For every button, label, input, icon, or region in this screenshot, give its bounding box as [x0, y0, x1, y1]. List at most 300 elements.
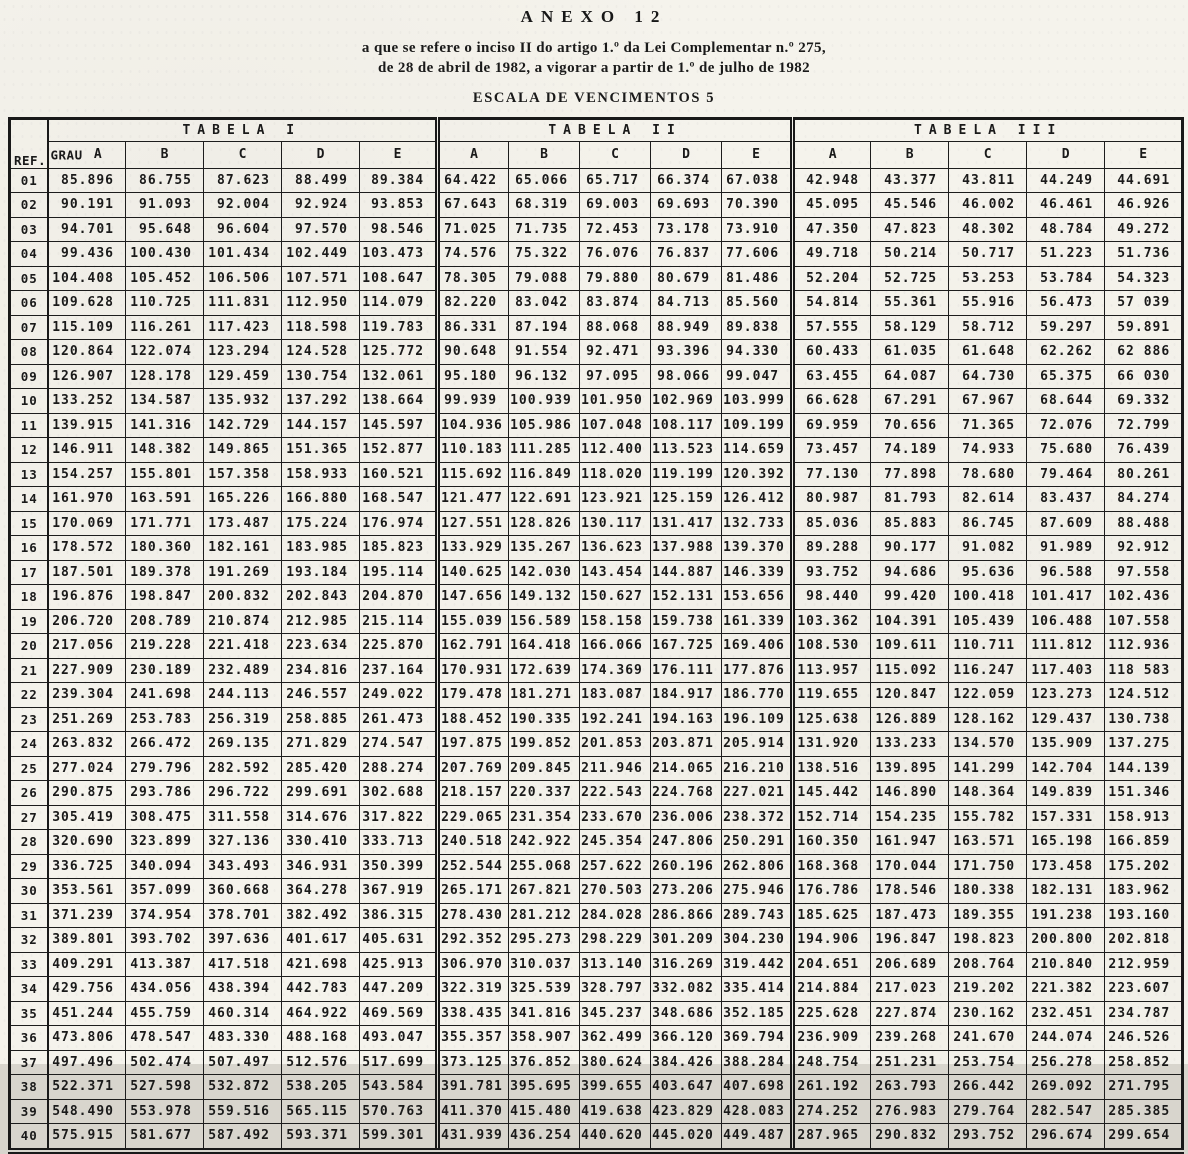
col-header-tabela-iii-E: E: [1105, 141, 1183, 168]
value-cell: 173.487: [204, 511, 282, 536]
value-cell: 73.457: [793, 438, 871, 463]
value-cell: 193.184: [282, 560, 360, 585]
table-row: [10, 585, 1183, 610]
ref-cell: 35: [10, 1001, 48, 1026]
value-cell: 232.489: [204, 658, 282, 683]
value-cell: 77.130: [793, 462, 871, 487]
value-cell: 186.770: [722, 683, 793, 708]
value-cell: 149.839: [1027, 781, 1105, 806]
value-cell: 74.189: [871, 438, 949, 463]
value-cell: 147.656: [438, 585, 509, 610]
value-cell: 113.957: [793, 658, 871, 683]
value-cell: 43.811: [949, 168, 1027, 193]
value-cell: 322.319: [438, 977, 509, 1002]
value-cell: 107.571: [282, 266, 360, 291]
value-cell: 332.082: [651, 977, 722, 1002]
value-cell: 265.171: [438, 879, 509, 904]
value-cell: 161.339: [722, 609, 793, 634]
scale-title: ESCALA DE VENCIMENTOS 5: [472, 89, 716, 106]
value-cell: 171.771: [126, 511, 204, 536]
value-cell: 362.499: [580, 1026, 651, 1051]
value-cell: 212.985: [282, 609, 360, 634]
value-cell: 395.695: [509, 1075, 580, 1100]
value-cell: 538.205: [282, 1075, 360, 1100]
value-cell: 266.472: [126, 732, 204, 757]
value-cell: 139.895: [871, 756, 949, 781]
value-cell: 483.330: [204, 1026, 282, 1051]
value-cell: 301.209: [651, 928, 722, 953]
value-cell: 108.117: [651, 413, 722, 438]
value-cell: 106.488: [1027, 609, 1105, 634]
value-cell: 209.845: [509, 756, 580, 781]
value-cell: 93.853: [360, 193, 438, 218]
value-cell: 123.273: [1027, 683, 1105, 708]
value-cell: 126.412: [722, 487, 793, 512]
value-cell: 109.628: [48, 291, 126, 316]
value-cell: 517.699: [360, 1050, 438, 1075]
value-cell: 328.797: [580, 977, 651, 1002]
value-cell: 117.403: [1027, 658, 1105, 683]
value-cell: 69.959: [793, 413, 871, 438]
value-cell: 66.628: [793, 389, 871, 414]
table-row: [10, 952, 1183, 977]
table-row: [10, 560, 1183, 585]
value-cell: 115.109: [48, 315, 126, 340]
group-title-row: [10, 118, 1183, 141]
value-cell: 85.560: [722, 291, 793, 316]
value-cell: 224.768: [651, 781, 722, 806]
value-cell: 252.544: [438, 854, 509, 879]
value-cell: 599.301: [360, 1124, 438, 1151]
table-body: [10, 168, 1183, 1151]
value-cell: 85.036: [793, 511, 871, 536]
value-cell: 460.314: [204, 1001, 282, 1026]
value-cell: 176.786: [793, 879, 871, 904]
value-cell: 417.518: [204, 952, 282, 977]
value-cell: 335.414: [722, 977, 793, 1002]
value-cell: 125.638: [793, 707, 871, 732]
value-cell: 126.889: [871, 707, 949, 732]
value-cell: 373.125: [438, 1050, 509, 1075]
value-cell: 260.196: [651, 854, 722, 879]
value-cell: 210.840: [1027, 952, 1105, 977]
value-cell: 97.570: [282, 217, 360, 242]
table-row: [10, 511, 1183, 536]
value-cell: 97.095: [580, 364, 651, 389]
value-cell: 173.458: [1027, 854, 1105, 879]
value-cell: 238.372: [722, 805, 793, 830]
value-cell: 196.109: [722, 707, 793, 732]
value-cell: 108.530: [793, 634, 871, 659]
table-row: [10, 1075, 1183, 1100]
value-cell: 131.417: [651, 511, 722, 536]
value-cell: 346.931: [282, 854, 360, 879]
value-cell: 352.185: [722, 1001, 793, 1026]
value-cell: 455.759: [126, 1001, 204, 1026]
value-cell: 81.793: [871, 487, 949, 512]
value-cell: 121.477: [438, 487, 509, 512]
value-cell: 67.038: [722, 168, 793, 193]
value-cell: 123.294: [204, 340, 282, 365]
value-cell: 160.521: [360, 462, 438, 487]
value-cell: 440.620: [580, 1124, 651, 1151]
value-cell: 143.454: [580, 560, 651, 585]
value-cell: 223.607: [1105, 977, 1183, 1002]
ref-cell: 39: [10, 1099, 48, 1124]
value-cell: 62.262: [1027, 340, 1105, 365]
value-cell: 105.439: [949, 609, 1027, 634]
value-cell: 98.440: [793, 585, 871, 610]
value-cell: 166.880: [282, 487, 360, 512]
value-cell: 401.617: [282, 928, 360, 953]
value-cell: 553.978: [126, 1099, 204, 1124]
value-cell: 559.516: [204, 1099, 282, 1124]
value-cell: 174.369: [580, 658, 651, 683]
value-cell: 319.442: [722, 952, 793, 977]
value-cell: 125.772: [360, 340, 438, 365]
value-cell: 66 030: [1105, 364, 1183, 389]
value-cell: 122.059: [949, 683, 1027, 708]
value-cell: 73.178: [651, 217, 722, 242]
value-cell: 165.198: [1027, 830, 1105, 855]
value-cell: 69.003: [580, 193, 651, 218]
value-cell: 116.261: [126, 315, 204, 340]
value-cell: 246.557: [282, 683, 360, 708]
value-cell: 86.745: [949, 511, 1027, 536]
value-cell: 150.627: [580, 585, 651, 610]
value-cell: 142.030: [509, 560, 580, 585]
value-cell: 251.231: [871, 1050, 949, 1075]
value-cell: 88.499: [282, 168, 360, 193]
value-cell: 219.228: [126, 634, 204, 659]
value-cell: 115.092: [871, 658, 949, 683]
value-cell: 327.136: [204, 830, 282, 855]
value-cell: 92.924: [282, 193, 360, 218]
value-cell: 305.419: [48, 805, 126, 830]
col-header-tabela-iii-A: A: [793, 141, 871, 168]
value-cell: 211.946: [580, 756, 651, 781]
value-cell: 56.473: [1027, 291, 1105, 316]
ref-cell: 18: [10, 585, 48, 610]
value-cell: 285.420: [282, 756, 360, 781]
value-cell: 154.235: [871, 805, 949, 830]
value-cell: 161.970: [48, 487, 126, 512]
value-cell: 75.680: [1027, 438, 1105, 463]
value-cell: 357.099: [126, 879, 204, 904]
value-cell: 371.239: [48, 903, 126, 928]
value-cell: 111.285: [509, 438, 580, 463]
value-cell: 279.764: [949, 1099, 1027, 1124]
value-cell: 507.497: [204, 1050, 282, 1075]
table-row: [10, 536, 1183, 561]
ref-cell: 09: [10, 364, 48, 389]
value-cell: 196.847: [871, 928, 949, 953]
subtitle-line-1: a que se refere o inciso II do artigo 1.º da Lei Complementar n.º 275,: [361, 40, 827, 56]
value-cell: 216.210: [722, 756, 793, 781]
value-cell: 102.436: [1105, 585, 1183, 610]
value-cell: 445.020: [651, 1124, 722, 1151]
value-cell: 133.252: [48, 389, 126, 414]
value-cell: 61.035: [871, 340, 949, 365]
value-cell: 255.068: [509, 854, 580, 879]
value-cell: 48.302: [949, 217, 1027, 242]
value-cell: 109.199: [722, 413, 793, 438]
value-cell: 234.787: [1105, 1001, 1183, 1026]
value-cell: 47.823: [871, 217, 949, 242]
value-cell: 126.907: [48, 364, 126, 389]
value-cell: 146.911: [48, 438, 126, 463]
value-cell: 217.056: [48, 634, 126, 659]
value-cell: 180.360: [126, 536, 204, 561]
ref-cell: 06: [10, 291, 48, 316]
value-cell: 137.275: [1105, 732, 1183, 757]
value-cell: 325.539: [509, 977, 580, 1002]
value-cell: 129.459: [204, 364, 282, 389]
value-cell: 110.725: [126, 291, 204, 316]
ref-cell: 14: [10, 487, 48, 512]
value-cell: 469.569: [360, 1001, 438, 1026]
value-cell: 131.920: [793, 732, 871, 757]
value-cell: 338.435: [438, 1001, 509, 1026]
value-cell: 205.914: [722, 732, 793, 757]
table-row: [10, 830, 1183, 855]
value-cell: 71.365: [949, 413, 1027, 438]
value-cell: 157.358: [204, 462, 282, 487]
value-cell: 77.898: [871, 462, 949, 487]
subtitle-line-2: de 28 de abril de 1982, a vigorar a partir de 1.º de julho de 1982: [377, 60, 811, 77]
value-cell: 137.292: [282, 389, 360, 414]
value-cell: 69.693: [651, 193, 722, 218]
value-cell: 178.572: [48, 536, 126, 561]
value-cell: 95.648: [126, 217, 204, 242]
ref-cell: 26: [10, 781, 48, 806]
value-cell: 258.852: [1105, 1050, 1183, 1075]
value-cell: 193.160: [1105, 903, 1183, 928]
value-cell: 183.962: [1105, 879, 1183, 904]
value-cell: 94.701: [48, 217, 126, 242]
value-cell: 355.357: [438, 1026, 509, 1051]
value-cell: 340.094: [126, 854, 204, 879]
value-cell: 187.473: [871, 903, 949, 928]
value-cell: 306.970: [438, 952, 509, 977]
value-cell: 96.604: [204, 217, 282, 242]
value-cell: 202.818: [1105, 928, 1183, 953]
table-row: [10, 1099, 1183, 1124]
value-cell: 139.370: [722, 536, 793, 561]
value-cell: 419.638: [580, 1099, 651, 1124]
value-cell: 208.789: [126, 609, 204, 634]
value-cell: 83.042: [509, 291, 580, 316]
value-cell: 118.598: [282, 315, 360, 340]
col-header-tabela-i-B: B: [126, 141, 204, 168]
value-cell: 221.382: [1027, 977, 1105, 1002]
value-cell: 168.547: [360, 487, 438, 512]
value-cell: 170.069: [48, 511, 126, 536]
value-cell: 90.177: [871, 536, 949, 561]
value-cell: 323.899: [126, 830, 204, 855]
ref-cell: 24: [10, 732, 48, 757]
value-cell: 55.916: [949, 291, 1027, 316]
value-cell: 129.437: [1027, 707, 1105, 732]
value-cell: 81.486: [722, 266, 793, 291]
value-cell: 112.400: [580, 438, 651, 463]
value-cell: 166.066: [580, 634, 651, 659]
value-cell: 403.647: [651, 1075, 722, 1100]
value-cell: 120.847: [871, 683, 949, 708]
value-cell: 158.933: [282, 462, 360, 487]
table-row: [10, 683, 1183, 708]
ref-cell: 03: [10, 217, 48, 242]
table-row: [10, 291, 1183, 316]
value-cell: 118.020: [580, 462, 651, 487]
value-cell: 429.756: [48, 977, 126, 1002]
col-header-tabela-ii-D: D: [651, 141, 722, 168]
value-cell: 304.230: [722, 928, 793, 953]
value-cell: 210.874: [204, 609, 282, 634]
ref-cell: 08: [10, 340, 48, 365]
annex-title: ANEXO 12: [520, 7, 668, 26]
value-cell: 191.269: [204, 560, 282, 585]
value-cell: 284.028: [580, 903, 651, 928]
value-cell: 48.784: [1027, 217, 1105, 242]
value-cell: 249.022: [360, 683, 438, 708]
value-cell: 389.801: [48, 928, 126, 953]
ref-cell: 40: [10, 1124, 48, 1151]
value-cell: 512.576: [282, 1050, 360, 1075]
value-cell: 97.558: [1105, 560, 1183, 585]
value-cell: 434.056: [126, 977, 204, 1002]
value-cell: 570.763: [360, 1099, 438, 1124]
value-cell: 58.129: [871, 315, 949, 340]
value-cell: 72.799: [1105, 413, 1183, 438]
value-cell: 263.832: [48, 732, 126, 757]
value-cell: 181.271: [509, 683, 580, 708]
value-cell: 105.452: [126, 266, 204, 291]
value-cell: 200.800: [1027, 928, 1105, 953]
value-cell: 102.969: [651, 389, 722, 414]
value-cell: 428.083: [722, 1099, 793, 1124]
value-cell: 66.374: [651, 168, 722, 193]
value-cell: 384.426: [651, 1050, 722, 1075]
value-cell: 83.437: [1027, 487, 1105, 512]
value-cell: 176.111: [651, 658, 722, 683]
value-cell: 267.821: [509, 879, 580, 904]
value-cell: 62 886: [1105, 340, 1183, 365]
value-cell: 120.392: [722, 462, 793, 487]
value-cell: 442.783: [282, 977, 360, 1002]
value-cell: 135.267: [509, 536, 580, 561]
value-cell: 134.570: [949, 732, 1027, 757]
table-row: [10, 634, 1183, 659]
ref-cell: 04: [10, 242, 48, 267]
value-cell: 152.877: [360, 438, 438, 463]
value-cell: 100.418: [949, 585, 1027, 610]
table-row: [10, 658, 1183, 683]
value-cell: 149.865: [204, 438, 282, 463]
value-cell: 107.558: [1105, 609, 1183, 634]
value-cell: 190.335: [509, 707, 580, 732]
value-cell: 123.921: [580, 487, 651, 512]
value-cell: 99.047: [722, 364, 793, 389]
value-cell: 156.589: [509, 609, 580, 634]
table-row: [10, 266, 1183, 291]
value-cell: 72.453: [580, 217, 651, 242]
value-cell: 103.999: [722, 389, 793, 414]
value-cell: 261.473: [360, 707, 438, 732]
value-cell: 236.909: [793, 1026, 871, 1051]
value-cell: 50.214: [871, 242, 949, 267]
table-row: [10, 732, 1183, 757]
value-cell: 197.875: [438, 732, 509, 757]
value-cell: 258.885: [282, 707, 360, 732]
value-cell: 230.189: [126, 658, 204, 683]
value-cell: 61.648: [949, 340, 1027, 365]
value-cell: 151.365: [282, 438, 360, 463]
value-cell: 86.755: [126, 168, 204, 193]
value-cell: 299.654: [1105, 1124, 1183, 1151]
value-cell: 125.159: [651, 487, 722, 512]
value-cell: 242.922: [509, 830, 580, 855]
value-cell: 218.157: [438, 781, 509, 806]
value-cell: 65.375: [1027, 364, 1105, 389]
value-cell: 133.929: [438, 536, 509, 561]
value-cell: 464.922: [282, 1001, 360, 1026]
value-cell: 320.690: [48, 830, 126, 855]
value-cell: 91.989: [1027, 536, 1105, 561]
value-cell: 198.823: [949, 928, 1027, 953]
value-cell: 70.656: [871, 413, 949, 438]
value-cell: 263.793: [871, 1075, 949, 1100]
table-row: [10, 1050, 1183, 1075]
value-cell: 343.493: [204, 854, 282, 879]
value-cell: 172.639: [509, 658, 580, 683]
value-cell: 127.551: [438, 511, 509, 536]
value-cell: 63.455: [793, 364, 871, 389]
value-cell: 163.571: [949, 830, 1027, 855]
value-cell: 155.782: [949, 805, 1027, 830]
value-cell: 364.278: [282, 879, 360, 904]
value-cell: 58.712: [949, 315, 1027, 340]
value-cell: 103.473: [360, 242, 438, 267]
value-cell: 104.391: [871, 609, 949, 634]
value-cell: 214.884: [793, 977, 871, 1002]
value-cell: 203.871: [651, 732, 722, 757]
value-cell: 124.512: [1105, 683, 1183, 708]
document-header: [0, 0, 1188, 107]
value-cell: 136.623: [580, 536, 651, 561]
value-cell: 290.832: [871, 1124, 949, 1151]
value-cell: 244.113: [204, 683, 282, 708]
value-cell: 431.939: [438, 1124, 509, 1151]
value-cell: 89.288: [793, 536, 871, 561]
value-cell: 139.915: [48, 413, 126, 438]
value-cell: 388.284: [722, 1050, 793, 1075]
value-cell: 191.238: [1027, 903, 1105, 928]
value-cell: 227.021: [722, 781, 793, 806]
value-cell: 161.947: [871, 830, 949, 855]
value-cell: 94.330: [722, 340, 793, 365]
value-cell: 227.874: [871, 1001, 949, 1026]
value-cell: 91.082: [949, 536, 1027, 561]
value-cell: 407.698: [722, 1075, 793, 1100]
value-cell: 101.950: [580, 389, 651, 414]
value-cell: 152.131: [651, 585, 722, 610]
tabela-iii-header: TABELA III: [793, 118, 1183, 141]
ref-cell: 12: [10, 438, 48, 463]
value-cell: 447.209: [360, 977, 438, 1002]
value-cell: 269.135: [204, 732, 282, 757]
value-cell: 262.806: [722, 854, 793, 879]
